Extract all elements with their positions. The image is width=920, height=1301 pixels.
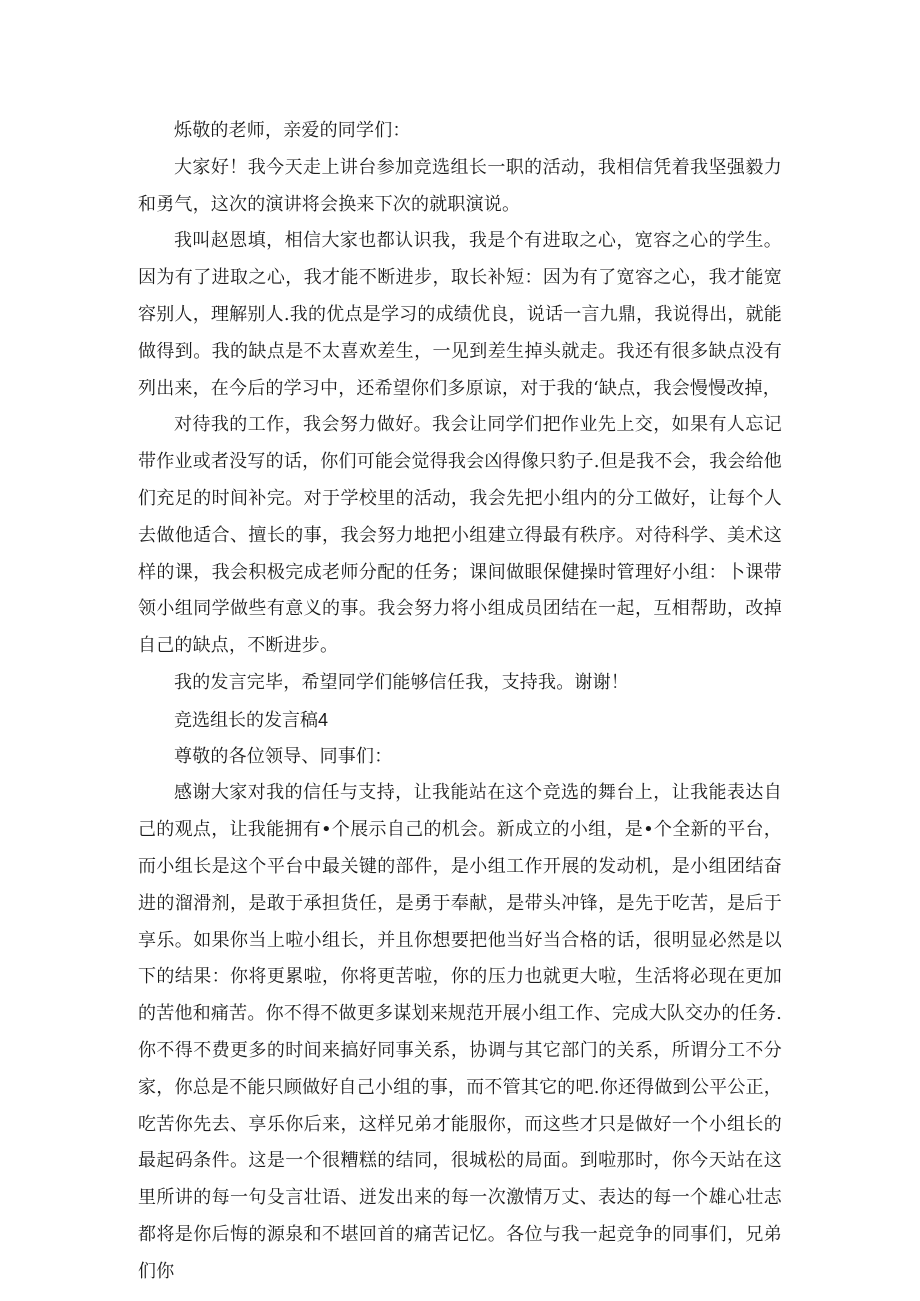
document-body	[138, 113, 782, 1291]
salutation: 烁敬的老师，亲爱的同学们：	[174, 120, 411, 141]
salutation-2: 尊敬的各位领导、同事们：	[174, 745, 393, 767]
paragraph-speech-body: 感谢大家对我的信任与支持，让我能站在这个竞选的舞台上，让我能表达自己的观点，让我能拥有•个展示自己的机会。新成立的小组，是•个全新的平台，而小组长是这个平台中最关键的部件，是小组工作开展的发动机，是小组团结奋进的溜滑剂，是敢于承担货任，是勇于奉献，是带头冲锋，是先于吃苦，是后于享乐。如果你当上啦小组长，并且你想要把他当好当合格的话，很明显必然是以下的结果：你将更累啦，你将更苦啦，你的压力也就更大啦，生活将必现在更加的苦他和痛苦。你不得不做更多谋划来规范开展小组工作、完成大队交办的任务.你不得不费更多的时间来搞好同事关系，协调与其它部门的关系，所谓分工不分家，你总是不能只顾做好自己小组的事，而不管其它的吧.你还得做到公平公正，吃苦你先去、享乐你后来，这样兄弟才能服你，而这些才只是做好一个小组长的最起码条件。这是一个很糟糕的结同，很城松的局面。到啦那时，你今天站在这里所讲的每一句殳言壮语、迸发出来的每一次激情万丈、表达的每一个雄心壮志都将是你后悔的源泉和不堪回首的痛苦记忆。各位与我一起竞争的同事们，兄弟们你	[138, 782, 782, 1282]
paragraph-work-plan: 对待我的工作，我会努力做好。我会让同学们把作业先上交，如果有人忘记带作业或者没写的话，你们可能会觉得我会凶得像只豹子.但是我不会，我会给他们充足的时间补完。对于学校里的活动，我会先把小组内的分工做好，让每个人去做他适合、擅长的事，我会努力地把小组建立得最有秩序。对待科学、美术这样的课，我会积极完成老师分配的任务；课间做眼保健操时管理好小组：卜课带领小组同学做些有意义的事。我会努力将小组成员团结在一起，互相帮助，改掉自己的缺点，不断进步。	[138, 414, 782, 657]
paragraph-greeting: 大家好！我今天走上讲台参加竞选组长一职的活动，我相信凭着我坚强毅力和勇气，这次的演讲将会换来下次的就职演说。	[138, 156, 782, 215]
paragraph-introduction: 我叫赵恩填，相信大家也都认识我，我是个有进取之心，宽容之心的学生。因为有了进取之心，我才能不断进步，取长补短：因为有了宽容之心，我才能宽容别人，理解别人.我的优点是学习的成绩优良，说话一言九鼎，我说得出，就能做得到。我的缺点是不太喜欢差生，一见到差生掉头就走。我还有很多缺点没有列出来，在今后的学习中，还希望你们多原谅，对于我的‘缺点，我会慢慢改掉，	[138, 230, 782, 399]
section-title: 竞选组长的发言稿4	[174, 709, 329, 730]
paragraph-closing: 我的发言完毕，希望同学们能够信任我，支持我。谢谢！	[174, 671, 629, 693]
